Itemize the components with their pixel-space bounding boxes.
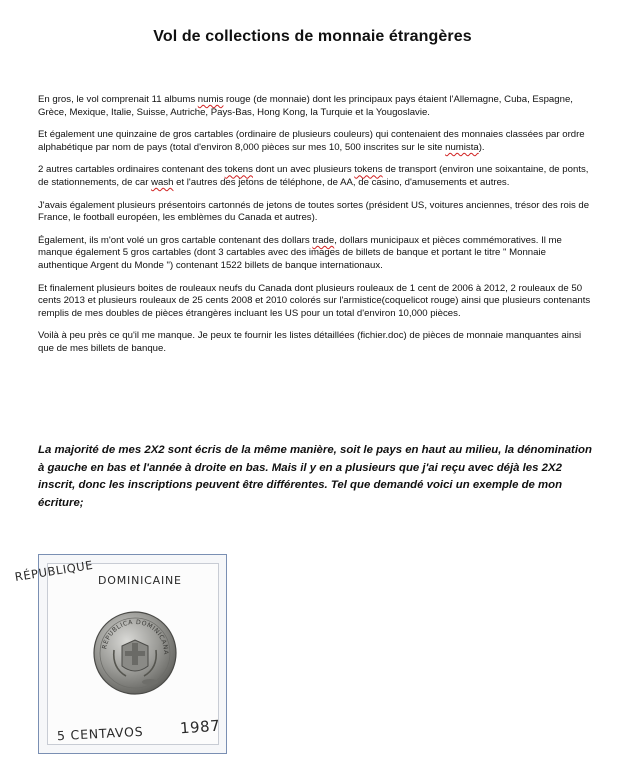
text-run: rouge (de monnaie) dont les principaux pays étaient l'Allemagne, Cuba, Espagne, Grèce, Mexique, Italie, Suisse, Autriche, Pays-Bas, Hong Kong, la Turquie et la Yougoslavie. [38,94,573,118]
spellcheck-word: tokens [224,164,253,176]
handwritten-year: 1987 [179,716,221,738]
paragraph-binders [38,129,598,154]
paragraph-albums [38,94,598,119]
body-text [38,94,598,366]
handwritten-country-line-1: RÉPUBLIQUE [13,557,95,584]
coin-legend: REPUBLICA DOMINICANA [101,618,170,656]
page-title: Vol de collections de monnaie étrangères [153,28,472,45]
spellcheck-word: wash [151,176,174,188]
spellcheck-word: tokens [354,164,383,176]
paragraph-tokens [38,164,598,189]
text-run: dont un avec plusieurs [252,164,355,176]
paragraph-closing: Voilà à peu près ce qu'il me manque. Je peux te fournir les listes détaillées (fichier.doc) de pièces de monnaie manquantes ainsi que de mes billets de banque. [38,330,582,354]
text-run: de transport (environ une soixantaine, de ponts, de stationnements, de car [38,164,589,188]
handwritten-denomination: 5 CENTAVOS [56,723,144,744]
paragraph-trade-dollars [38,235,598,273]
spellcheck-word: trade [312,234,335,246]
text-run: Également, ils m'ont volé un gros cartable contenant des dollars [38,234,313,246]
coin-image [92,610,178,696]
emphasis-paragraph: La majorité de mes 2X2 sont écris de la même manière, soit le pays en haut au milieu, la dénomination à gauche en bas et l'année à droite en bas. Mais il y en a plusieurs que j'ai reçu avec déjà les 2X2 inscrit, donc les inscriptions peuvent être différentes. Tel que demandé voici un exemple de mon écriture; [38,444,592,509]
text-run: 2 autres cartables ordinaires contenant des [38,164,225,176]
spellcheck-word: numista [445,141,479,153]
text-run: , dollars municipaux et pièces commémoratives. Il me manque également 5 gros cartables (dont 3 cartables avec des images de billets de banque et portant le titre " Monnaie authentique Argent du Monde ") contenant 1522 billets de banque internationaux. [38,234,562,271]
paragraph-displays: J'avais également plusieurs présentoirs cartonnés de jetons de toutes sortes (président US, voitures anciennes, trésor des rois de France, le football européen, les emblèmes du Canada et autres). [38,199,590,224]
handwritten-country-line-2: DOMINICAINE [98,574,182,587]
spellcheck-word: numis [197,94,224,105]
text-run: En gros, le vol comprenait 11 albums [38,94,198,105]
text-run: Et également une quinzaine de gros cartables (ordinaire de plusieurs couleurs) qui contenaient des monnaies classées par ordre alphabétique par nom de pays (total d'environ 8,000 pièces sur mes 10, 500 inscrites sur le site [38,129,585,153]
paragraph-rolls: Et finalement plusieurs boites de rouleaux neufs du Canada dont plusieurs rouleaux de 1 cent de 2006 à 2012, 2 rouleaux de 50 cents 2013 et plusieurs rouleaux de 25 cents 2008 et 2010 colorés sur l'armistice(coquelicot rouge) ainsi que plusieurs contenants remplis de mes doubles de pièces étrangères incluant les US pour un total d'environ 10,000 pièces. [38,282,591,319]
text-run: et l'autres des jetons de téléphone, de AA, de casino, d'amusements et autres. [173,176,510,188]
text-run: ). [478,141,485,153]
